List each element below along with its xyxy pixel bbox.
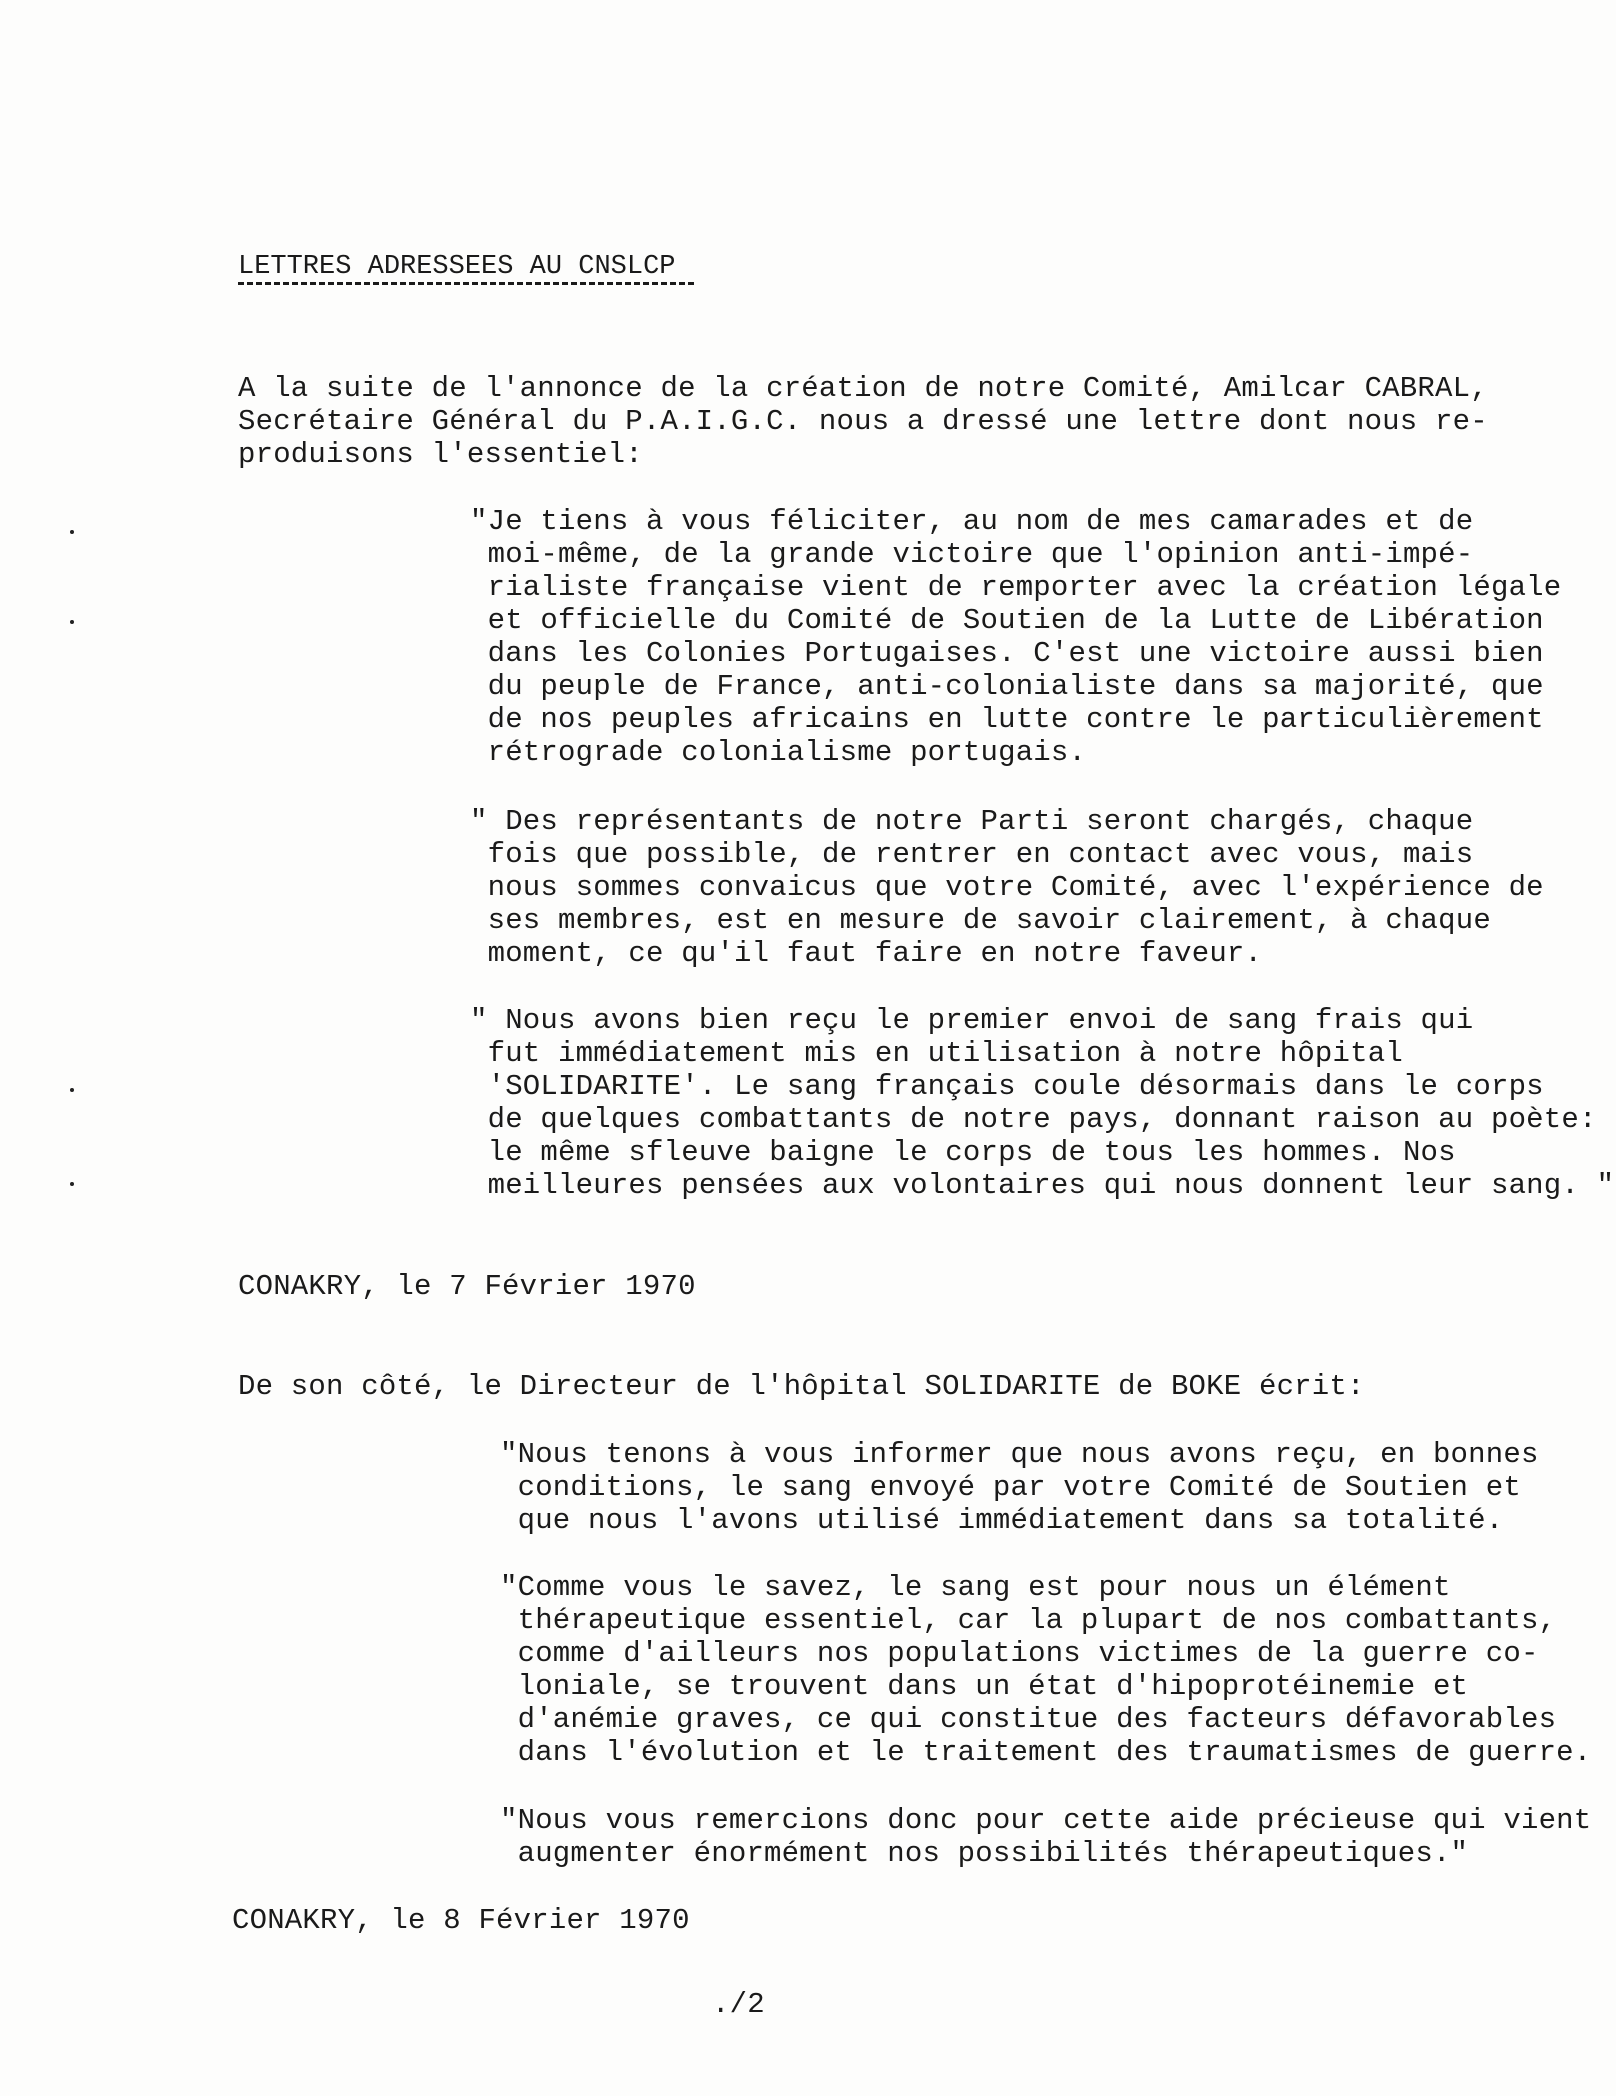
- letter1-line: " Nous avons bien reçu le premier envoi de sang frais qui: [470, 1004, 1474, 1037]
- letter1-line: moment, ce qu'il faut faire en notre faveur.: [470, 937, 1263, 970]
- dateline-1: CONAKRY, le 7 Février 1970: [238, 1270, 696, 1303]
- document-heading: LETTRES ADRESSEES AU CNSLCP: [238, 252, 676, 282]
- dateline-2: CONAKRY, le 8 Février 1970: [232, 1904, 690, 1937]
- scan-speck: [70, 620, 74, 624]
- letter1-line: rialiste française vient de remporter avec la création légale: [470, 571, 1562, 604]
- letter2-line: conditions, le sang envoyé par votre Comité de Soutien et: [500, 1471, 1521, 1504]
- letter1-line: fois que possible, de rentrer en contact avec vous, mais: [470, 838, 1474, 871]
- letter1-line: et officielle du Comité de Soutien de la Lutte de Libération: [470, 604, 1544, 637]
- letter1-line: nous sommes convaicus que votre Comité, avec l'expérience de: [470, 871, 1544, 904]
- letter1-line: le même sfleuve baigne le corps de tous les hommes. Nos: [470, 1136, 1456, 1169]
- letter2-line: comme d'ailleurs nos populations victimes de la guerre co-: [500, 1637, 1539, 1670]
- heading-underline: [238, 282, 694, 285]
- letter1-line: 'SOLIDARITE'. Le sang français coule désormais dans le corps: [470, 1070, 1544, 1103]
- letter2-line: dans l'évolution et le traitement des traumatismes de guerre.: [500, 1736, 1592, 1769]
- letter1-line: de quelques combattants de notre pays, donnant raison au poète:: [470, 1103, 1597, 1136]
- scan-speck: [70, 1088, 74, 1092]
- letter1-line: "Je tiens à vous féliciter, au nom de mes camarades et de: [470, 505, 1474, 538]
- letter1-line: du peuple de France, anti-colonialiste dans sa majorité, que: [470, 670, 1544, 703]
- transition-line: De son côté, le Directeur de l'hôpital SOLIDARITE de BOKE écrit:: [238, 1370, 1365, 1403]
- letter1-line: fut immédiatement mis en utilisation à notre hôpital: [470, 1037, 1403, 1070]
- intro-line: A la suite de l'annonce de la création de notre Comité, Amilcar CABRAL,: [238, 372, 1488, 405]
- letter1-line: ses membres, est en mesure de savoir clairement, à chaque: [470, 904, 1491, 937]
- letter2-line: "Nous vous remercions donc pour cette aide précieuse qui vient: [500, 1804, 1592, 1837]
- letter1-line: de nos peuples africains en lutte contre le particulièrement: [470, 703, 1544, 736]
- letter1-line: moi-même, de la grande victoire que l'opinion anti-impé-: [470, 538, 1474, 571]
- letter1-line: meilleures pensées aux volontaires qui nous donnent leur sang. ": [470, 1169, 1615, 1202]
- letter1-line: rétrograde colonialisme portugais.: [470, 736, 1087, 769]
- intro-line: produisons l'essentiel:: [238, 438, 643, 471]
- letter2-line: "Comme vous le savez, le sang est pour nous un élément: [500, 1571, 1451, 1604]
- letter2-line: loniale, se trouvent dans un état d'hipoprotéinemie et: [500, 1670, 1469, 1703]
- scan-speck: [70, 530, 74, 534]
- letter2-line: thérapeutique essentiel, car la plupart de nos combattants,: [500, 1604, 1557, 1637]
- letter2-line: "Nous tenons à vous informer que nous avons reçu, en bonnes: [500, 1438, 1539, 1471]
- letter2-line: augmenter énormément nos possibilités thérapeutiques.": [500, 1837, 1469, 1870]
- letter2-line: que nous l'avons utilisé immédiatement dans sa totalité.: [500, 1504, 1504, 1537]
- letter1-line: " Des représentants de notre Parti seront chargés, chaque: [470, 805, 1474, 838]
- letter2-line: d'anémie graves, ce qui constitue des facteurs défavorables: [500, 1703, 1557, 1736]
- page-continuation-marker: ./2: [712, 1988, 765, 2021]
- letter1-line: dans les Colonies Portugaises. C'est une victoire aussi bien: [470, 637, 1544, 670]
- intro-line: Secrétaire Général du P.A.I.G.C. nous a dressé une lettre dont nous re-: [238, 405, 1488, 438]
- scan-speck: [70, 1182, 74, 1186]
